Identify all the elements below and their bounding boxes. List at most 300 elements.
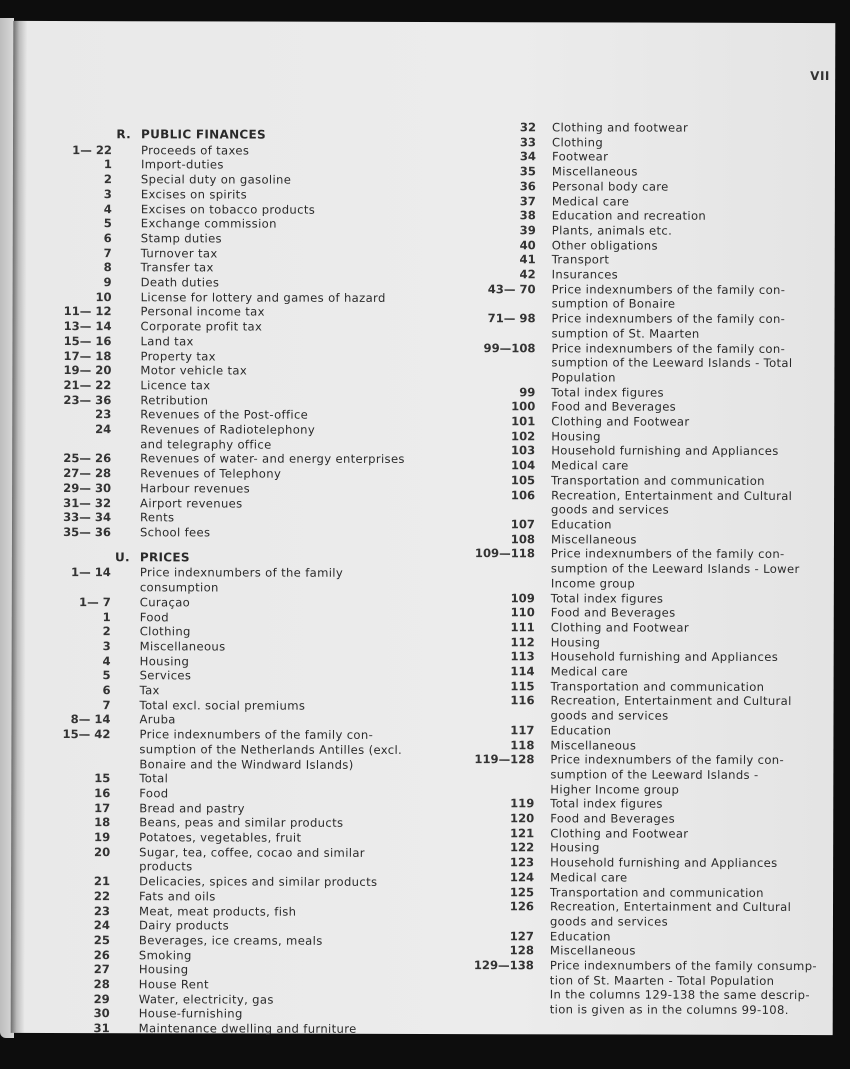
column-number: 109 [510, 590, 535, 605]
toc-entry [461, 208, 841, 224]
entry-title: Property tax [140, 348, 216, 364]
column-number: 23— 36 [63, 392, 112, 407]
entry-title: Transfer tax [140, 260, 214, 275]
toc-entry [460, 473, 840, 489]
column-number: 6 [102, 683, 111, 698]
entry-title: House-furnishing [138, 1006, 243, 1022]
entry-title: Beans, peas and similar products [139, 815, 344, 831]
column-number: 124 [509, 870, 535, 885]
toc-entry [460, 694, 840, 710]
toc-entry [461, 297, 841, 313]
toc-entry [36, 496, 436, 512]
entry-title: House Rent [138, 977, 209, 992]
column-number: 16 [94, 786, 111, 801]
toc-entry [35, 712, 435, 728]
toc-entry [35, 830, 435, 846]
column-number: 2 [102, 624, 111, 639]
toc-entry [459, 826, 839, 842]
entry-title: Revenues of Telephony [140, 466, 282, 481]
entry-title: sumption of the Leeward Islands - Total [551, 355, 793, 371]
toc-entry [35, 801, 435, 817]
toc-entry [460, 635, 840, 651]
toc-entry [35, 859, 435, 875]
entry-title: Rents [140, 510, 175, 525]
toc-entry [460, 399, 840, 415]
column-number: 23 [95, 407, 112, 422]
column-number: 37 [519, 193, 536, 208]
column-number: 101 [511, 414, 536, 429]
entry-title: Retribution [140, 392, 209, 408]
entry-title: Total [139, 771, 169, 786]
column-number [459, 973, 550, 988]
entry-title: Transportation and communication [551, 473, 765, 488]
toc-entry [35, 1021, 435, 1037]
toc-entry [460, 355, 840, 371]
entry-title: Airport revenues [140, 495, 243, 511]
toc-entry [35, 962, 435, 978]
column-number [460, 370, 551, 385]
column-number: 128 [509, 943, 534, 958]
column-number: 34 [519, 149, 536, 164]
entry-title: Corporate profit tax [140, 319, 263, 334]
column-number [460, 355, 551, 370]
column-number: 19 [94, 830, 111, 845]
column-number: 111 [510, 620, 535, 635]
toc-entry [461, 282, 841, 298]
column-number [35, 742, 139, 757]
column-number [461, 297, 552, 312]
column-number: 112 [510, 634, 535, 649]
section-letter: R. [116, 127, 132, 142]
entry-title: Revenues of Radiotelephony [140, 422, 316, 437]
entry-title: Fats and oils [139, 889, 216, 904]
entry-title: Licence tax [140, 378, 211, 393]
toc-entry [460, 591, 840, 607]
toc-entry [459, 738, 839, 754]
entry-title: Food [139, 609, 169, 624]
column-number: 6 [103, 231, 112, 246]
toc-entry [460, 620, 840, 636]
toc-entry [37, 157, 437, 173]
entry-title: sumption of the Leeward Islands - Lower [550, 561, 800, 577]
column-number: 116 [510, 693, 535, 708]
entry-title: sumption of Bonaire [551, 296, 676, 312]
entry-title: Price indexnumbers of the family con- [551, 340, 786, 356]
entry-title: tion of St. Maarten - Total Population [549, 973, 775, 988]
toc-entry [36, 668, 436, 684]
entry-title: Maintenance dwelling and furniture [138, 1021, 357, 1037]
column-number [36, 580, 140, 595]
entry-title: Death duties [140, 275, 220, 290]
toc-entry [460, 649, 840, 665]
entry-title: Excises on spirits [140, 187, 248, 202]
column-number [459, 782, 550, 797]
right-column [459, 120, 841, 1018]
entry-title: Total index figures [551, 384, 664, 400]
toc-entry [35, 845, 435, 861]
entry-title: tion is given as in the columns 99-108. [549, 1002, 789, 1018]
toc-entry [459, 708, 839, 724]
toc-entry [36, 683, 436, 699]
toc-entry [35, 1006, 435, 1022]
column-number [460, 326, 551, 341]
column-number: 17 [94, 800, 111, 815]
column-number: 109—118 [474, 546, 535, 561]
entry-title: Clothing and Footwear [551, 414, 690, 429]
toc-entry [460, 488, 840, 504]
toc-entry [36, 437, 436, 453]
toc-entry [37, 216, 437, 232]
toc-entry [460, 561, 840, 577]
column-number: 24 [95, 422, 112, 437]
column-number [459, 767, 550, 782]
toc-entry [460, 546, 840, 562]
toc-entry [35, 815, 435, 831]
entry-title: Price indexnumbers of the family con- [139, 727, 374, 742]
toc-entry [459, 796, 839, 812]
toc-entry [459, 811, 839, 827]
toc-entry [460, 458, 840, 474]
column-number: 23 [93, 903, 111, 918]
column-number: 105 [510, 473, 536, 488]
toc-entry [36, 363, 436, 379]
toc-entry [460, 429, 840, 445]
toc-entry [459, 885, 839, 901]
book-page [11, 21, 836, 1035]
column-number: 29 [93, 991, 110, 1006]
column-number: 7 [103, 245, 112, 260]
toc-entry [460, 605, 840, 621]
column-number: 33— 34 [63, 510, 112, 525]
column-number: 35 [519, 164, 536, 179]
column-number: 32 [519, 120, 537, 135]
entry-title: Medical care [550, 870, 628, 885]
toc-entry [461, 252, 841, 268]
entry-title: consumption [139, 580, 219, 595]
column-number: 104 [510, 458, 536, 473]
column-number: 114 [510, 664, 535, 679]
entry-title: Price indexnumbers of the family [139, 565, 344, 581]
entry-title: Potatoes, vegetables, fruit [139, 830, 302, 845]
toc-entry [460, 341, 840, 357]
entry-title: Insurances [551, 267, 619, 282]
column-number: 13— 14 [63, 319, 112, 334]
entry-title: Transportation and communication [550, 679, 765, 694]
toc-entry [36, 609, 436, 625]
toc-entry [35, 742, 435, 758]
entry-title: Price indexnumbers of the family con- [550, 752, 785, 768]
column-number [36, 437, 140, 452]
page-number: VII [810, 69, 830, 84]
toc-entry [459, 855, 839, 871]
toc-entry [460, 532, 840, 548]
entry-title: Special duty on gasoline [140, 172, 292, 187]
column-number: 8— 14 [70, 712, 111, 727]
column-number: 118 [510, 737, 535, 752]
column-number: 22 [93, 888, 111, 904]
column-number: 122 [509, 840, 535, 855]
toc-entry [36, 510, 436, 526]
toc-entry [461, 238, 841, 254]
column-number: 115 [510, 678, 535, 694]
column-number: 117 [510, 723, 535, 738]
column-number: 99 [519, 384, 536, 399]
entry-title: Miscellaneous [550, 532, 637, 547]
column-number [459, 914, 550, 929]
entry-title: Personal income tax [140, 304, 265, 320]
entry-title: Price indexnumbers of the family consump- [549, 958, 817, 974]
toc-entry [35, 757, 435, 773]
toc-entry [36, 595, 436, 611]
entry-title: Import-duties [140, 157, 224, 172]
column-number: 18 [94, 815, 111, 830]
toc-entry [460, 370, 840, 386]
toc-entry [36, 393, 436, 409]
toc-entry [36, 481, 436, 497]
entry-title: Miscellaneous [139, 639, 226, 654]
entry-title: Income group [550, 576, 636, 591]
column-number: 127 [509, 928, 534, 943]
column-number: 121 [509, 825, 535, 841]
entry-title: Clothing and Footwear [550, 620, 690, 635]
column-number: 41 [519, 252, 536, 267]
column-number: 19— 20 [63, 363, 112, 378]
entry-title: Tax [139, 683, 160, 698]
column-number: 113 [510, 649, 535, 664]
column-number: 24 [93, 918, 110, 933]
column-number: 26 [93, 947, 110, 962]
column-number: 107 [510, 517, 536, 532]
entry-title: Stamp duties [140, 231, 222, 246]
entry-title: Bonaire and the Windward Islands) [139, 756, 354, 772]
column-number: 102 [511, 428, 536, 444]
toc-entry [461, 267, 841, 283]
entry-title: Sugar, tea, coffee, cocao and similar [139, 845, 365, 860]
entry-title: Excises on tobacco products [140, 201, 316, 217]
entry-title: Education [549, 929, 611, 944]
column-number: 108 [510, 531, 535, 546]
column-number: 31— 32 [63, 495, 112, 510]
toc-entry [459, 943, 839, 959]
toc-entry [37, 275, 437, 291]
entry-title: goods and services [550, 708, 669, 723]
toc-entry [35, 948, 435, 964]
entry-title: Education and recreation [551, 208, 707, 223]
entry-title: Services [139, 668, 192, 683]
entry-title: Revenues of the Post-office [140, 407, 309, 423]
entry-title: Transport [551, 252, 610, 267]
toc-entry [37, 246, 437, 262]
entry-title: sumption of the Netherlands Antilles (excl. [139, 742, 403, 757]
column-number: 43— 70 [487, 281, 536, 297]
entry-title: School fees [139, 525, 211, 540]
entry-title: Footwear [551, 149, 609, 164]
entry-title: Population [551, 370, 616, 385]
toc-entry [460, 414, 840, 430]
entry-title: Bread and pastry [139, 800, 245, 816]
column-number: 27 [93, 962, 110, 977]
toc-entry [461, 120, 841, 136]
section-letter: U. [114, 549, 130, 564]
column-number: 1 [102, 609, 111, 624]
column-number [460, 561, 551, 576]
section-title: PUBLIC FINANCES [141, 127, 267, 142]
column-number: 20 [93, 844, 111, 859]
toc-entry [461, 223, 841, 239]
toc-entry [36, 639, 436, 655]
entry-title: and telegraphy office [140, 437, 272, 452]
toc-entry [461, 194, 841, 210]
column-number: 3 [103, 186, 112, 201]
entry-title: Water, electricity, gas [138, 992, 274, 1007]
toc-entry [36, 407, 436, 423]
toc-entry [35, 727, 435, 743]
entry-title: Aruba [139, 712, 176, 727]
entry-title: Land tax [140, 334, 194, 349]
toc-entry [36, 580, 436, 596]
toc-entry [459, 782, 839, 798]
entry-title: License for lottery and games of hazard [140, 289, 386, 305]
toc-entry [35, 771, 435, 787]
column-number: 21 [93, 874, 111, 889]
entry-title: In the columns 129-138 the same descrip- [549, 987, 810, 1003]
column-number: 25 [93, 933, 110, 948]
toc-entry [37, 260, 437, 276]
column-number: 17— 18 [63, 348, 112, 363]
column-number: 5 [102, 668, 111, 683]
toc-entry [459, 841, 839, 857]
column-number: 31 [93, 1021, 110, 1036]
entry-title: Household furnishing and Appliances [551, 443, 779, 459]
entry-title: Dairy products [138, 918, 230, 933]
toc-entry [36, 466, 436, 482]
entry-title: Medical care [550, 664, 629, 679]
column-number: 40 [519, 237, 536, 252]
entry-title: Recreation, Entertainment and Cultural [551, 487, 793, 503]
entry-title: Price indexnumbers of the family con- [550, 546, 785, 562]
section-heading [37, 127, 437, 143]
toc-entry [460, 664, 840, 680]
column-number: 1 [103, 157, 112, 172]
toc-entry [35, 918, 435, 934]
entry-title: goods and services [551, 502, 670, 517]
entry-title: Housing [550, 634, 601, 650]
column-number: 28 [93, 977, 110, 992]
entry-title: Miscellaneous [549, 943, 636, 958]
entry-title: Exchange commission [140, 216, 277, 231]
entry-title: Personal body care [551, 179, 669, 194]
entry-title: Turnover tax [140, 245, 218, 261]
toc-entry [35, 786, 435, 802]
column-number: 71— 98 [487, 311, 536, 326]
toc-entry [36, 451, 436, 467]
entry-title: Motor vehicle tax [140, 363, 248, 378]
toc-entry [460, 679, 840, 695]
toc-entry [36, 654, 436, 670]
column-number: 1— 14 [71, 565, 111, 580]
toc-entry [36, 349, 436, 365]
column-number: 39 [519, 223, 536, 238]
toc-entry [459, 973, 839, 989]
toc-entry [461, 311, 841, 327]
entry-title: Smoking [138, 947, 192, 963]
column-number: 1— 7 [79, 594, 111, 609]
toc-entry [37, 143, 437, 159]
toc-entry [460, 444, 840, 460]
column-number: 7 [102, 697, 111, 712]
entry-title: Clothing [551, 135, 604, 150]
column-number [35, 757, 139, 772]
toc-entry [460, 576, 840, 592]
toc-entry [37, 231, 437, 247]
column-number: 3 [102, 639, 111, 654]
column-number: 38 [519, 208, 536, 223]
toc-entry [37, 187, 437, 203]
toc-entry [459, 988, 839, 1004]
column-number: 1— 22 [72, 142, 113, 157]
entry-title: Delicacies, spices and similar products [139, 874, 378, 890]
column-number: 15— 42 [62, 727, 111, 742]
toc-entry [459, 958, 839, 974]
entry-title: Housing [139, 653, 190, 668]
column-number: 4 [102, 653, 111, 668]
toc-entry [36, 565, 436, 581]
entry-title: Clothing and footwear [552, 120, 689, 135]
column-number: 30 [93, 1006, 110, 1021]
column-number: 123 [509, 855, 535, 870]
column-number: 4 [103, 201, 112, 216]
entry-title: Housing [551, 429, 601, 444]
entry-title: Other obligations [551, 237, 658, 253]
entry-title: products [139, 859, 193, 874]
column-number: 35— 36 [63, 525, 112, 540]
column-number: 103 [510, 443, 536, 458]
column-number: 126 [509, 899, 535, 914]
toc-entry [36, 698, 436, 714]
toc-entry [36, 334, 436, 350]
left-column [35, 125, 437, 1037]
entry-title: Curaçao [139, 595, 191, 610]
entry-title: Revenues of water- and energy enterprises [140, 451, 405, 467]
column-number [460, 576, 551, 591]
toc-entry [461, 164, 841, 180]
toc-entry [460, 326, 840, 342]
entry-title: Miscellaneous [550, 737, 637, 753]
column-number: 2 [103, 172, 112, 187]
section-heading [36, 550, 436, 566]
entry-title: Education [550, 517, 612, 532]
entry-title: Proceeds of taxes [140, 142, 250, 158]
column-number: 15— 16 [63, 333, 112, 349]
entry-title: Housing [550, 840, 600, 855]
toc-entry [461, 179, 841, 195]
toc-entry [35, 889, 435, 905]
toc-entry [459, 723, 839, 739]
column-number: 106 [510, 487, 536, 502]
entry-title: Medical care [551, 458, 629, 473]
section-title: PRICES [139, 549, 190, 565]
column-number: 99—108 [483, 340, 536, 355]
column-number: 36 [519, 179, 536, 194]
toc-entry [35, 874, 435, 890]
entry-title: Education [550, 723, 612, 738]
entry-title: Food [139, 786, 169, 801]
entry-title: Household furnishing and Appliances [550, 855, 778, 871]
column-number [35, 859, 139, 874]
column-number: 120 [510, 811, 535, 826]
toc-entry [460, 385, 840, 401]
column-number: 11— 12 [63, 304, 112, 319]
